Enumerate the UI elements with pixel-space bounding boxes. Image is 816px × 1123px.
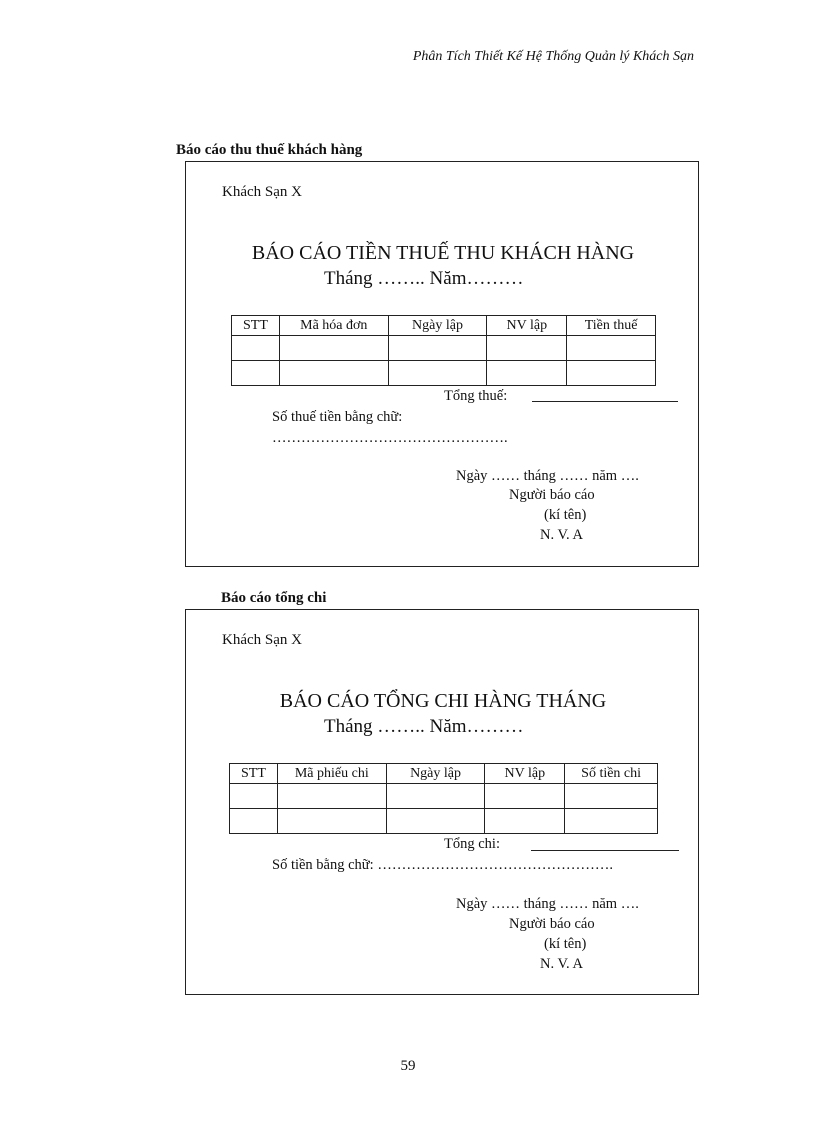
- column-header: Số tiền chi: [565, 764, 658, 784]
- table-header-row: [230, 764, 658, 784]
- table-row: [232, 336, 656, 361]
- table-row: [232, 361, 656, 386]
- column-header: STT: [232, 316, 280, 336]
- table-cell: [386, 809, 485, 834]
- table-cell: [388, 361, 487, 386]
- table-cell: [279, 336, 388, 361]
- table-cell: [232, 361, 280, 386]
- table-cell: [386, 784, 485, 809]
- table-cell: [485, 809, 565, 834]
- total-label: Tổng chi:: [444, 836, 500, 852]
- table-row: [230, 784, 658, 809]
- table-cell: [567, 336, 656, 361]
- form-title: BÁO CÁO TIỀN THUẾ THU KHÁCH HÀNG: [251, 242, 635, 264]
- table-cell: [565, 809, 658, 834]
- signer-name: N. V. A: [540, 527, 583, 543]
- form-title: BÁO CÁO TỔNG CHI HÀNG THÁNG: [279, 690, 607, 712]
- amount-in-words-label: Số tiền bằng chữ: ………………………………………….: [272, 857, 613, 873]
- date-line: Ngày …… tháng …… năm ….: [456, 896, 639, 912]
- column-header: Ngày lập: [386, 764, 485, 784]
- column-header: STT: [230, 764, 278, 784]
- table-cell: [279, 361, 388, 386]
- signature-note: (kí tên): [544, 507, 587, 523]
- signer-name: N. V. A: [540, 956, 583, 972]
- tax-table: [231, 315, 656, 386]
- tax-report-form: [185, 161, 699, 567]
- hotel-name: Khách Sạn X: [222, 184, 302, 200]
- table-cell: [487, 336, 567, 361]
- table-cell: [487, 361, 567, 386]
- hotel-name: Khách Sạn X: [222, 632, 302, 648]
- period-line: Tháng …….. Năm………: [324, 268, 524, 289]
- page-number: 59: [400, 1058, 416, 1074]
- period-line: Tháng …….. Năm………: [324, 716, 524, 737]
- table-header-row: [232, 316, 656, 336]
- section-heading-expense-report: Báo cáo tổng chi: [221, 590, 327, 606]
- total-label: Tổng thuế:: [444, 388, 508, 404]
- section-heading-tax-report: Báo cáo thu thuế khách hàng: [176, 142, 363, 158]
- table-cell: [567, 361, 656, 386]
- table-cell: [277, 784, 386, 809]
- column-header: Mã phiếu chi: [277, 764, 386, 784]
- amount-in-words-label: Số thuế tiền bằng chữ:: [272, 409, 403, 425]
- table-cell: [485, 784, 565, 809]
- table-cell: [230, 809, 278, 834]
- signer-role: Người báo cáo: [509, 487, 595, 503]
- table-cell: [232, 336, 280, 361]
- column-header: Ngày lập: [388, 316, 487, 336]
- table-row: [230, 809, 658, 834]
- total-blank-line: [532, 401, 678, 402]
- table-cell: [277, 809, 386, 834]
- signer-role: Người báo cáo: [509, 916, 595, 932]
- expense-table: [229, 763, 658, 834]
- column-header: NV lập: [485, 764, 565, 784]
- date-line: Ngày …… tháng …… năm ….: [456, 468, 639, 484]
- table-cell: [565, 784, 658, 809]
- total-blank-line: [531, 850, 679, 851]
- running-header: Phân Tích Thiết Kế Hệ Thống Quản lý Khách Sạn: [412, 49, 694, 64]
- table-cell: [230, 784, 278, 809]
- column-header: Tiền thuế: [567, 316, 656, 336]
- column-header: NV lập: [487, 316, 567, 336]
- signature-note: (kí tên): [544, 936, 587, 952]
- amount-in-words-blank: ………………………………………….: [272, 430, 508, 446]
- table-cell: [388, 336, 487, 361]
- column-header: Mã hóa đơn: [279, 316, 388, 336]
- expense-report-form: [185, 609, 699, 995]
